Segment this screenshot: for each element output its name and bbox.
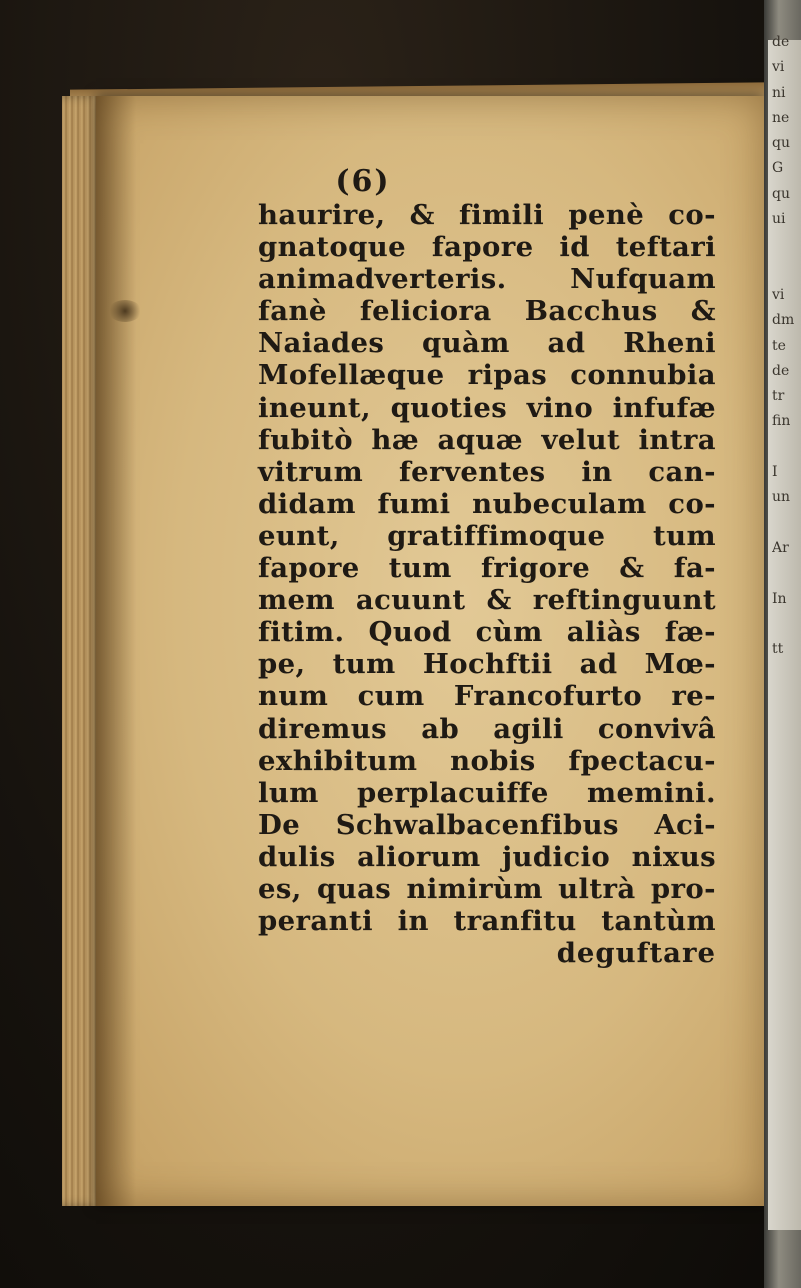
text-line: vitrum ferventes in can-	[258, 455, 716, 488]
facing-page-fragment: fin	[772, 413, 791, 430]
text-line: es, quas nimirùm ultrà pro-	[258, 872, 716, 905]
facing-page-fragment: vi	[772, 286, 785, 303]
facing-page-fragment	[772, 561, 801, 586]
text-line: fitim. Quod cùm aliàs fæ-	[258, 616, 716, 649]
facing-page-fragment: tr	[772, 388, 785, 405]
facing-page-fragment: de	[772, 362, 790, 379]
text-line: Mofellæque ripas connubia	[258, 359, 716, 392]
text-line: lum perplacuiffe memini.	[258, 776, 716, 809]
text-line: haurire, & fimili penè co-	[258, 199, 716, 231]
facing-page-fragment: dm	[772, 312, 795, 329]
facing-page-fragment: I	[772, 464, 778, 481]
facing-page-fragment: tt	[772, 641, 784, 658]
text-line: didam fumi nubeculam co-	[258, 487, 716, 520]
text-line: fubitò hæ aquæ velut intra	[258, 423, 716, 456]
text-line: diremus ab agili convivâ	[258, 712, 716, 745]
text-line: fapore tum frigore & fa-	[258, 552, 716, 585]
text-line: num cum Francofurto re-	[258, 680, 716, 713]
facing-page-fragment	[772, 232, 801, 257]
text-line: gnatoque fapore id teftari	[258, 231, 716, 264]
ink-stain	[108, 300, 142, 322]
text-line: exhibitum nobis fpectacu-	[258, 744, 716, 777]
page-number: (6)	[335, 164, 391, 199]
facing-page-fragment: Ar	[772, 539, 789, 556]
gutter-shadow	[96, 96, 136, 1206]
facing-page-fragment: ne	[772, 109, 790, 126]
text-line: De Schwalbacenfibus Aci-	[258, 808, 716, 841]
body-text	[258, 199, 716, 937]
facing-page-fragment	[772, 435, 801, 460]
facing-page-fragment: qu	[772, 135, 790, 152]
facing-page-fragment: G	[772, 160, 784, 177]
facing-page-fragment: de	[772, 34, 790, 50]
text-line: fanè feliciora Bacchus &	[258, 295, 716, 328]
text-line: eunt, gratiffimoque tum	[258, 519, 716, 552]
facing-page-fragment	[772, 258, 801, 283]
text-line: dulis aliorum judicio nixus	[258, 840, 716, 873]
text-block	[258, 165, 716, 969]
facing-page-fragment: ui	[772, 211, 786, 228]
facing-page-fragment: te	[772, 337, 786, 354]
facing-page-fragment	[772, 612, 801, 637]
facing-page-fragment: un	[772, 489, 791, 506]
text-line: ineunt, quoties vino infufæ	[258, 391, 716, 424]
text-line: mem acuunt & reftinguunt	[258, 584, 716, 617]
text-line: peranti in tranfitu tantùm	[258, 905, 716, 938]
facing-page-fragment: In	[772, 590, 787, 607]
facing-page-text-fragments	[772, 30, 801, 662]
text-line: animadverteris. Nufquam	[258, 263, 716, 296]
catchword: deguftare	[556, 937, 716, 970]
facing-page-fragment: qu	[772, 185, 790, 202]
facing-page-fragment: ni	[772, 84, 786, 101]
facing-page-fragment	[772, 511, 801, 536]
text-line: Naiades quàm ad Rheni	[258, 327, 716, 360]
facing-page-fragment: vi	[772, 59, 785, 76]
text-line: pe, tum Hochftii ad Mœ-	[258, 648, 716, 681]
